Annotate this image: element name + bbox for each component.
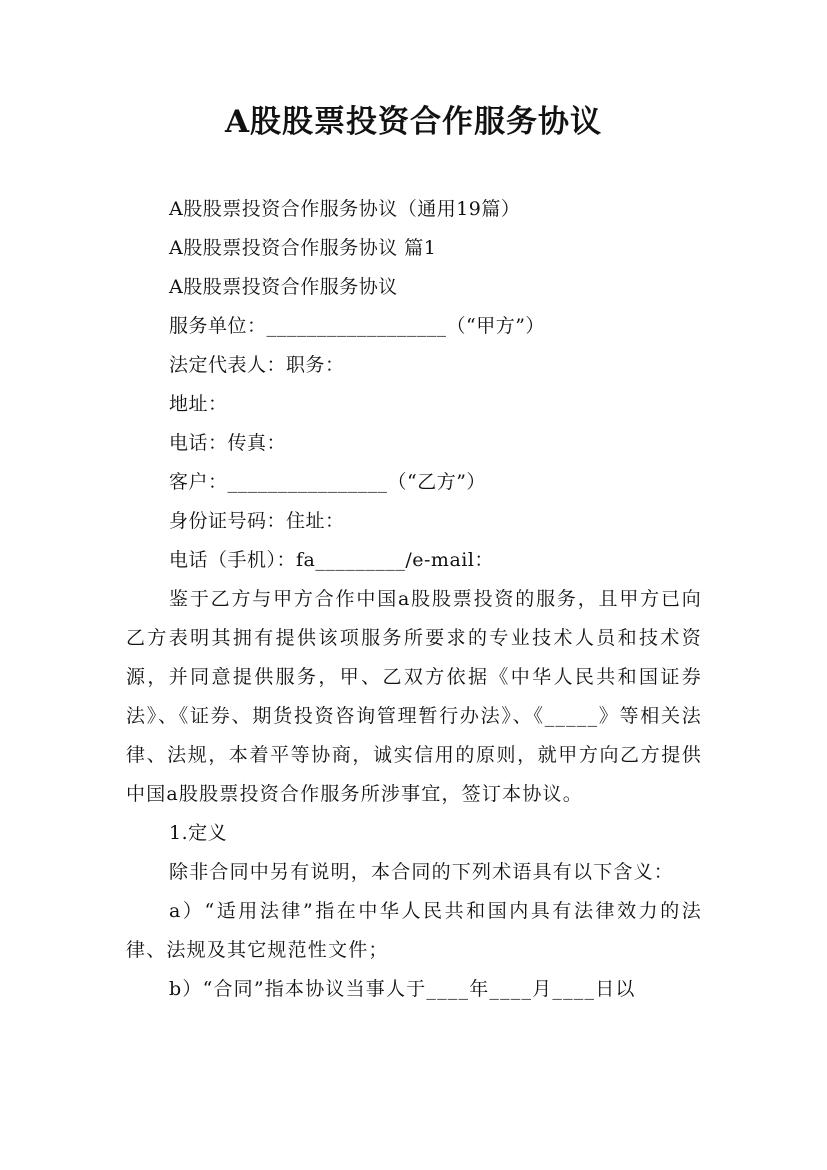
section-1-intro: 除非合同中另有说明，本合同的下列术语具有以下含义： <box>169 861 675 883</box>
definition-a: a）“适用法律”指在中华人民共和国内具有法律效力的法律、法规及其它规范性文件； <box>126 900 702 961</box>
id-address-line: 身份证号码：住址： <box>169 510 345 532</box>
address-line: 地址： <box>169 393 228 415</box>
legal-representative-line: 法定代表人：职务： <box>169 354 345 376</box>
preamble-paragraph: 鉴于乙方与甲方合作中国a股股票投资的服务，且甲方已向乙方表明其拥有提供该项服务所要求的专业技术人员和技术资源，并同意提供服务，甲、乙双方依据《中华人民共和国证券法》、《证券、期货投资咨询管理暂行办法》、《_____》等相关法律、法规，本着平等协商，诚实信用的原则，就甲方向乙方提供中国a股股票投资合作服务所涉事宜，签订本协议。 <box>126 588 702 805</box>
document-body <box>126 190 702 1009</box>
chapter-heading: A股股票投资合作服务协议 篇1 <box>169 237 437 259</box>
client-line: 客户：________________（“乙方”） <box>169 471 486 493</box>
subtitle-line: A股股票投资合作服务协议（通用19篇） <box>169 198 521 220</box>
phone-fax-line: 电话：传真： <box>169 432 287 454</box>
service-unit-line: 服务单位：__________________（“甲方”） <box>169 315 545 337</box>
document-title: A股股票投资合作服务协议 <box>224 104 603 140</box>
definition-b: b）“合同”指本协议当事人于____年____月____日以 <box>169 978 636 1000</box>
section-1-heading: 1.定义 <box>169 822 228 844</box>
mobile-email-line: 电话（手机）：fa_________/e-mail： <box>169 549 494 571</box>
agreement-name-line: A股股票投资合作服务协议 <box>169 276 398 298</box>
